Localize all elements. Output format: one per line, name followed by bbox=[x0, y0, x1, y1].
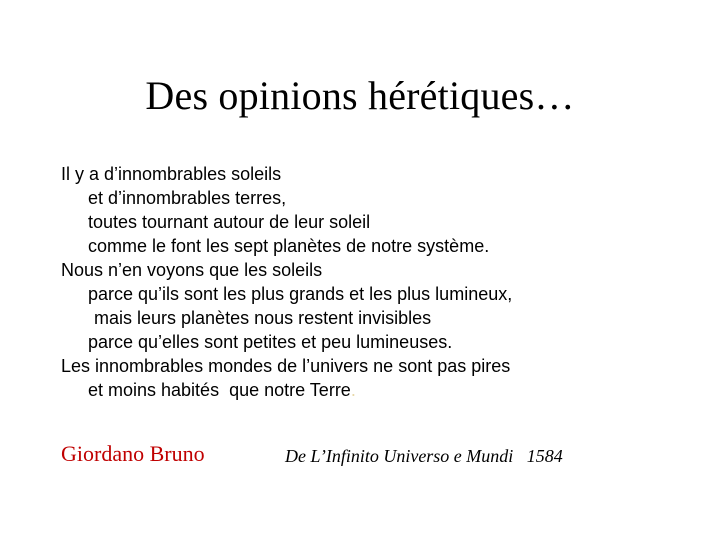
quote-line: Il y a d’innombrables soleils bbox=[61, 164, 282, 184]
quote-line-text: et moins habités que notre Terre bbox=[88, 380, 351, 400]
quote-line: Nous n’en voyons que les soleils bbox=[61, 260, 323, 280]
quote-line: parce qu’elles sont petites et peu lumineuses. bbox=[88, 332, 453, 352]
quote-line bbox=[61, 378, 701, 402]
quote-line: Les innombrables mondes de l’univers ne sont pas pires bbox=[61, 356, 511, 376]
quote-block bbox=[61, 162, 701, 402]
quote-line: mais leurs planètes nous restent invisibles bbox=[94, 308, 432, 328]
author-name: Giordano Bruno bbox=[61, 441, 205, 466]
quote-line: parce qu’ils sont les plus grands et les plus lumineux, bbox=[88, 284, 513, 304]
slide-title: Des opinions hérétiques… bbox=[145, 73, 575, 118]
quote-line: comme le font les sept planètes de notre système. bbox=[88, 236, 490, 256]
quote-line: toutes tournant autour de leur soleil bbox=[88, 212, 371, 232]
trailing-period: . bbox=[350, 380, 356, 400]
source-citation: De L’Infinito Universo e Mundi 1584 bbox=[285, 446, 563, 466]
quote-line: et d’innombrables terres, bbox=[88, 188, 287, 208]
